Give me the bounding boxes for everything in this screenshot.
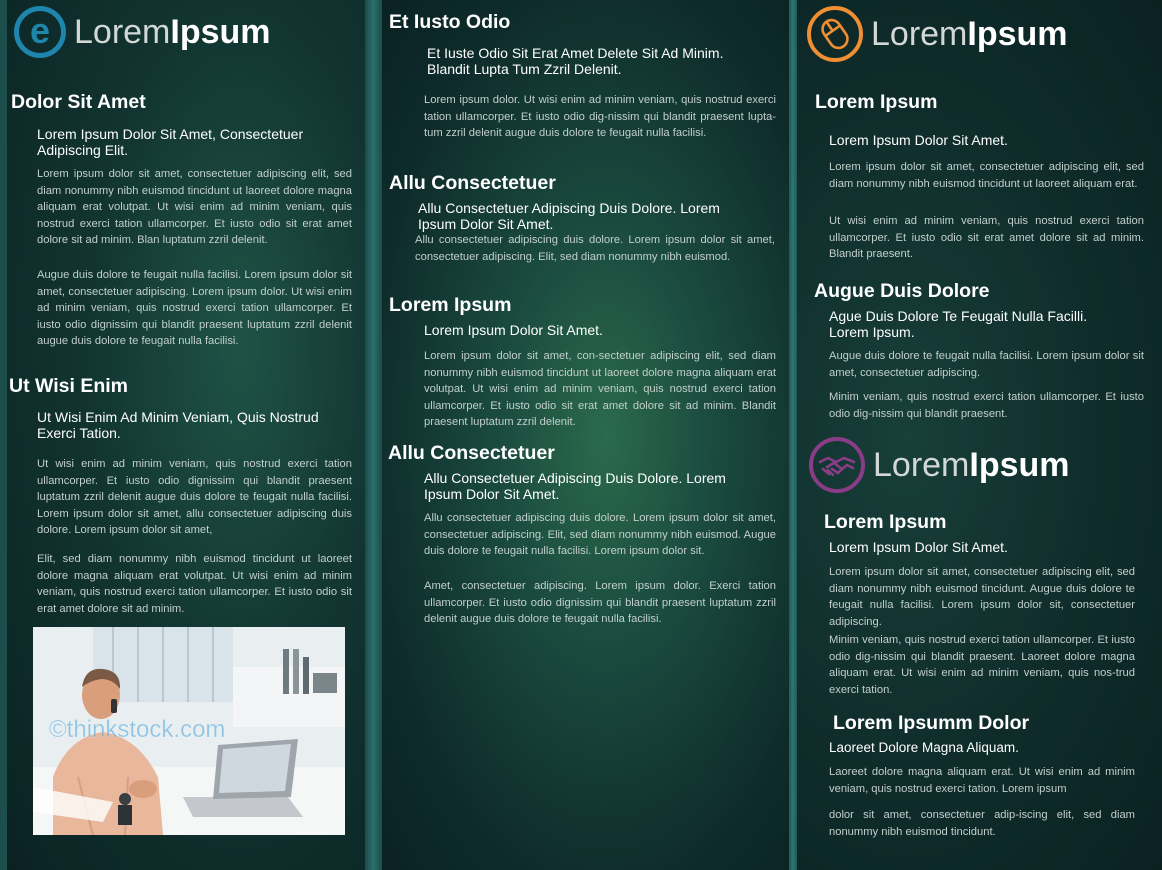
heading-allu-consectetuer: Allu Consectetuer — [389, 172, 556, 194]
subheading: Laoreet Dolore Magna Aliquam. — [829, 740, 1019, 755]
paragraph: Lorem ipsum dolor. Ut wisi enim ad minim veniam, quis nostrud exerci tation ullamcorper. Et iusto odio dig-nissim qui blandit praesent lupta- tum zzril delenit augue duis dolore te feugait nulla facilisi. — [424, 94, 776, 140]
paragraph: dolor sit amet, consectetuer adip-iscing elit, sed diam nonummy nibh euismod tincidunt. — [829, 809, 1135, 838]
mouse-icon — [807, 6, 863, 62]
logo-text-light: Lorem — [873, 445, 970, 484]
paragraph: Ut wisi enim ad minim veniam, quis nostrud exerci tation ullamcorper. Et iusto odio sit erat amet dolore sit ad minim. Blandit praesent. — [829, 215, 1144, 261]
handshake-icon — [809, 437, 865, 493]
paragraph: Minim veniam, quis nostrud exerci tation ullamcorper. Et iusto odio dig-nissim qui blandit praesent. — [829, 391, 1144, 420]
paragraph: Ut wisi enim ad minim veniam, quis nostrud exerci tation ullamcorper. Et iusto odio dignissim qui blandit praesent luptatum zzril delenit augue duis dolore te feugait nulla facilisi. Lorem ipsum dolor sit amet, allu consectetuer adipiscing duis dolore. Lorem ipsum dolor sit amet, — [37, 458, 352, 537]
paragraph: Lorem ipsum dolor sit amet, consectetuer adipiscing elit, sed diam nonummy nibh euismod tincidunt ut laoreet dolore magna aliquam erat volutpat. Ut wisi enim ad minim veniam, quis nostrud exerci tation ullamcorper. Et iusto odio sit erat amet dolore sit ad minim. Blan luptatum zzril delenit. — [37, 168, 352, 247]
heading-lorem-ipsum: Lorem Ipsum — [815, 91, 938, 113]
paragraph: Amet, consectetuer adipiscing. Lorem ipsum dolor. Exerci tation ullamcorper. Et iusto odio dignissim qui blandit praesent luptatum zzril delenit augue duis dolore te feugait nulla facilisi. — [424, 580, 776, 626]
logo-right-middle — [809, 437, 1070, 493]
panel-divider-1 — [365, 0, 382, 870]
subheading: Ague Duis Dolore Te Feugait Nulla Facilli. Lorem Ipsum. — [829, 308, 1088, 340]
subheading: Lorem Ipsum Dolor Sit Amet. — [424, 322, 603, 338]
paragraph: Lorem ipsum dolor sit amet, con-sectetuer adipiscing elit, sed diam nonummy nibh euismod tincidunt ut laoreet dolore magna aliquam erat volutpat. Ut wisi enim ad minim veniam, quis nostrud exerci tation ullamcorper. Et iusto odio sit erat amet dolore sit ad minim. Blandit praesent luptatum zzril delenit. — [424, 350, 776, 429]
subheading: Allu Consectetuer Adipiscing Duis Dolore. Lorem Ipsum Dolor Sit Amet. — [424, 470, 726, 502]
paragraph: Allu consectetuer adipiscing duis dolore. Lorem ipsum dolor sit amet, consectetuer adipiscing. Elit, sed diam nonummy nibh euismod. Augue duis dolore te feugait nulla facilisi. Lorem ipsum dolor sit. — [424, 512, 776, 558]
heading-augue-duis-dolore: Augue Duis Dolore — [814, 280, 990, 302]
heading-et-iusto-odio: Et Iusto Odio — [389, 11, 511, 33]
subheading: Ut Wisi Enim Ad Minim Veniam, Quis Nostrud Exerci Tation. — [37, 409, 319, 441]
paragraph: Augue duis dolore te feugait nulla facilisi. Lorem ipsum dolor sit amet, consectetuer adipiscing. — [829, 350, 1144, 379]
subheading: Allu Consectetuer Adipiscing Duis Dolore. Lorem Ipsum Dolor Sit Amet. — [418, 200, 720, 232]
logo-text-bold: Ipsum — [170, 12, 271, 51]
photo-watermark: ©thinkstock.com — [49, 716, 226, 743]
heading-ut-wisi-enim: Ut Wisi Enim — [9, 375, 128, 397]
paragraph: Allu consectetuer adipiscing duis dolore. Lorem ipsum dolor sit amet, consectetuer adipiscing. Elit, sed diam nonummy nibh euismod. — [415, 234, 775, 263]
e-letter-icon — [14, 6, 66, 58]
heading-lorem-ipsum-2: Lorem Ipsum — [824, 511, 947, 533]
heading-lorem-ipsum: Lorem Ipsum — [389, 294, 512, 316]
logo-text-light: Lorem — [74, 12, 171, 51]
panel-divider-2 — [789, 0, 797, 870]
subheading: Lorem Ipsum Dolor Sit Amet. — [829, 132, 1008, 148]
logo-left — [14, 6, 271, 58]
paragraph: Laoreet dolore magna aliquam erat. Ut wisi enim ad minim veniam, quis nostrud exerci tation. Lorem ipsum — [829, 766, 1135, 795]
svg-text:e: e — [29, 15, 51, 49]
heading-lorem-ipsumm-dolor: Lorem Ipsumm Dolor — [833, 712, 1030, 734]
subheading: Et Iuste Odio Sit Erat Amet Delete Sit Ad Minim. Blandit Lupta Tum Zzril Delenit. — [427, 45, 724, 77]
paragraph: Lorem ipsum dolor sit amet, consectetuer adipiscing elit, sed diam nonummy nibh euismod tincidunt. Augue duis dolore te feugait nulla facilisi. Lorem ipsum dolor sit, consectetuer adipiscing. — [829, 566, 1135, 628]
subheading: Lorem Ipsum Dolor Sit Amet. — [829, 539, 1008, 555]
heading-dolor-sit-amet: Dolor Sit Amet — [11, 91, 146, 113]
paragraph: Minim veniam, quis nostrud exerci tation ullamcorper. Et iusto odio dig-nissim qui blandit praesent. Laoreet dolore magna aliquam erat. Ut wisi enim ad minim veniam, quis nos-trud exerci tation. — [829, 634, 1135, 696]
paragraph: Elit, sed diam nonummy nibh euismod tincidunt ut laoreet dolore magna aliquam erat volutpat. Ut wisi enim ad minim veniam, quis nostrud exerci tation ullamcorper. Et iusto odio sit erat amet dolore sit ad minim. — [37, 553, 352, 615]
logo-text-bold: Ipsum — [969, 445, 1070, 484]
heading-allu-consectetuer-2: Allu Consectetuer — [388, 442, 555, 464]
left-edge-strip — [0, 0, 7, 870]
office-man-photo — [33, 627, 345, 835]
paragraph: Lorem ipsum dolor sit amet, consectetuer adipiscing elit, sed diam nonummy nibh euismod tincidunt ut laoreet aliquam erat. — [829, 161, 1144, 190]
subheading: Lorem Ipsum Dolor Sit Amet, Consectetuer Adipiscing Elit. — [37, 126, 304, 158]
logo-right-top — [807, 6, 1068, 62]
logo-text-light: Lorem — [871, 14, 968, 53]
paragraph: Augue duis dolore te feugait nulla facilisi. Lorem ipsum dolor sit amet, consectetuer adipiscing. Lorem ipsum dolor. Ut wisi enim ad minim veniam, quis nostrud exerci tation ullamcorper. Et iusto odio dignissim qui blandit praesent luptatum zzril delenit augue duis dolore te feugait nulla facilisi. — [37, 269, 352, 348]
logo-text-bold: Ipsum — [967, 14, 1068, 53]
